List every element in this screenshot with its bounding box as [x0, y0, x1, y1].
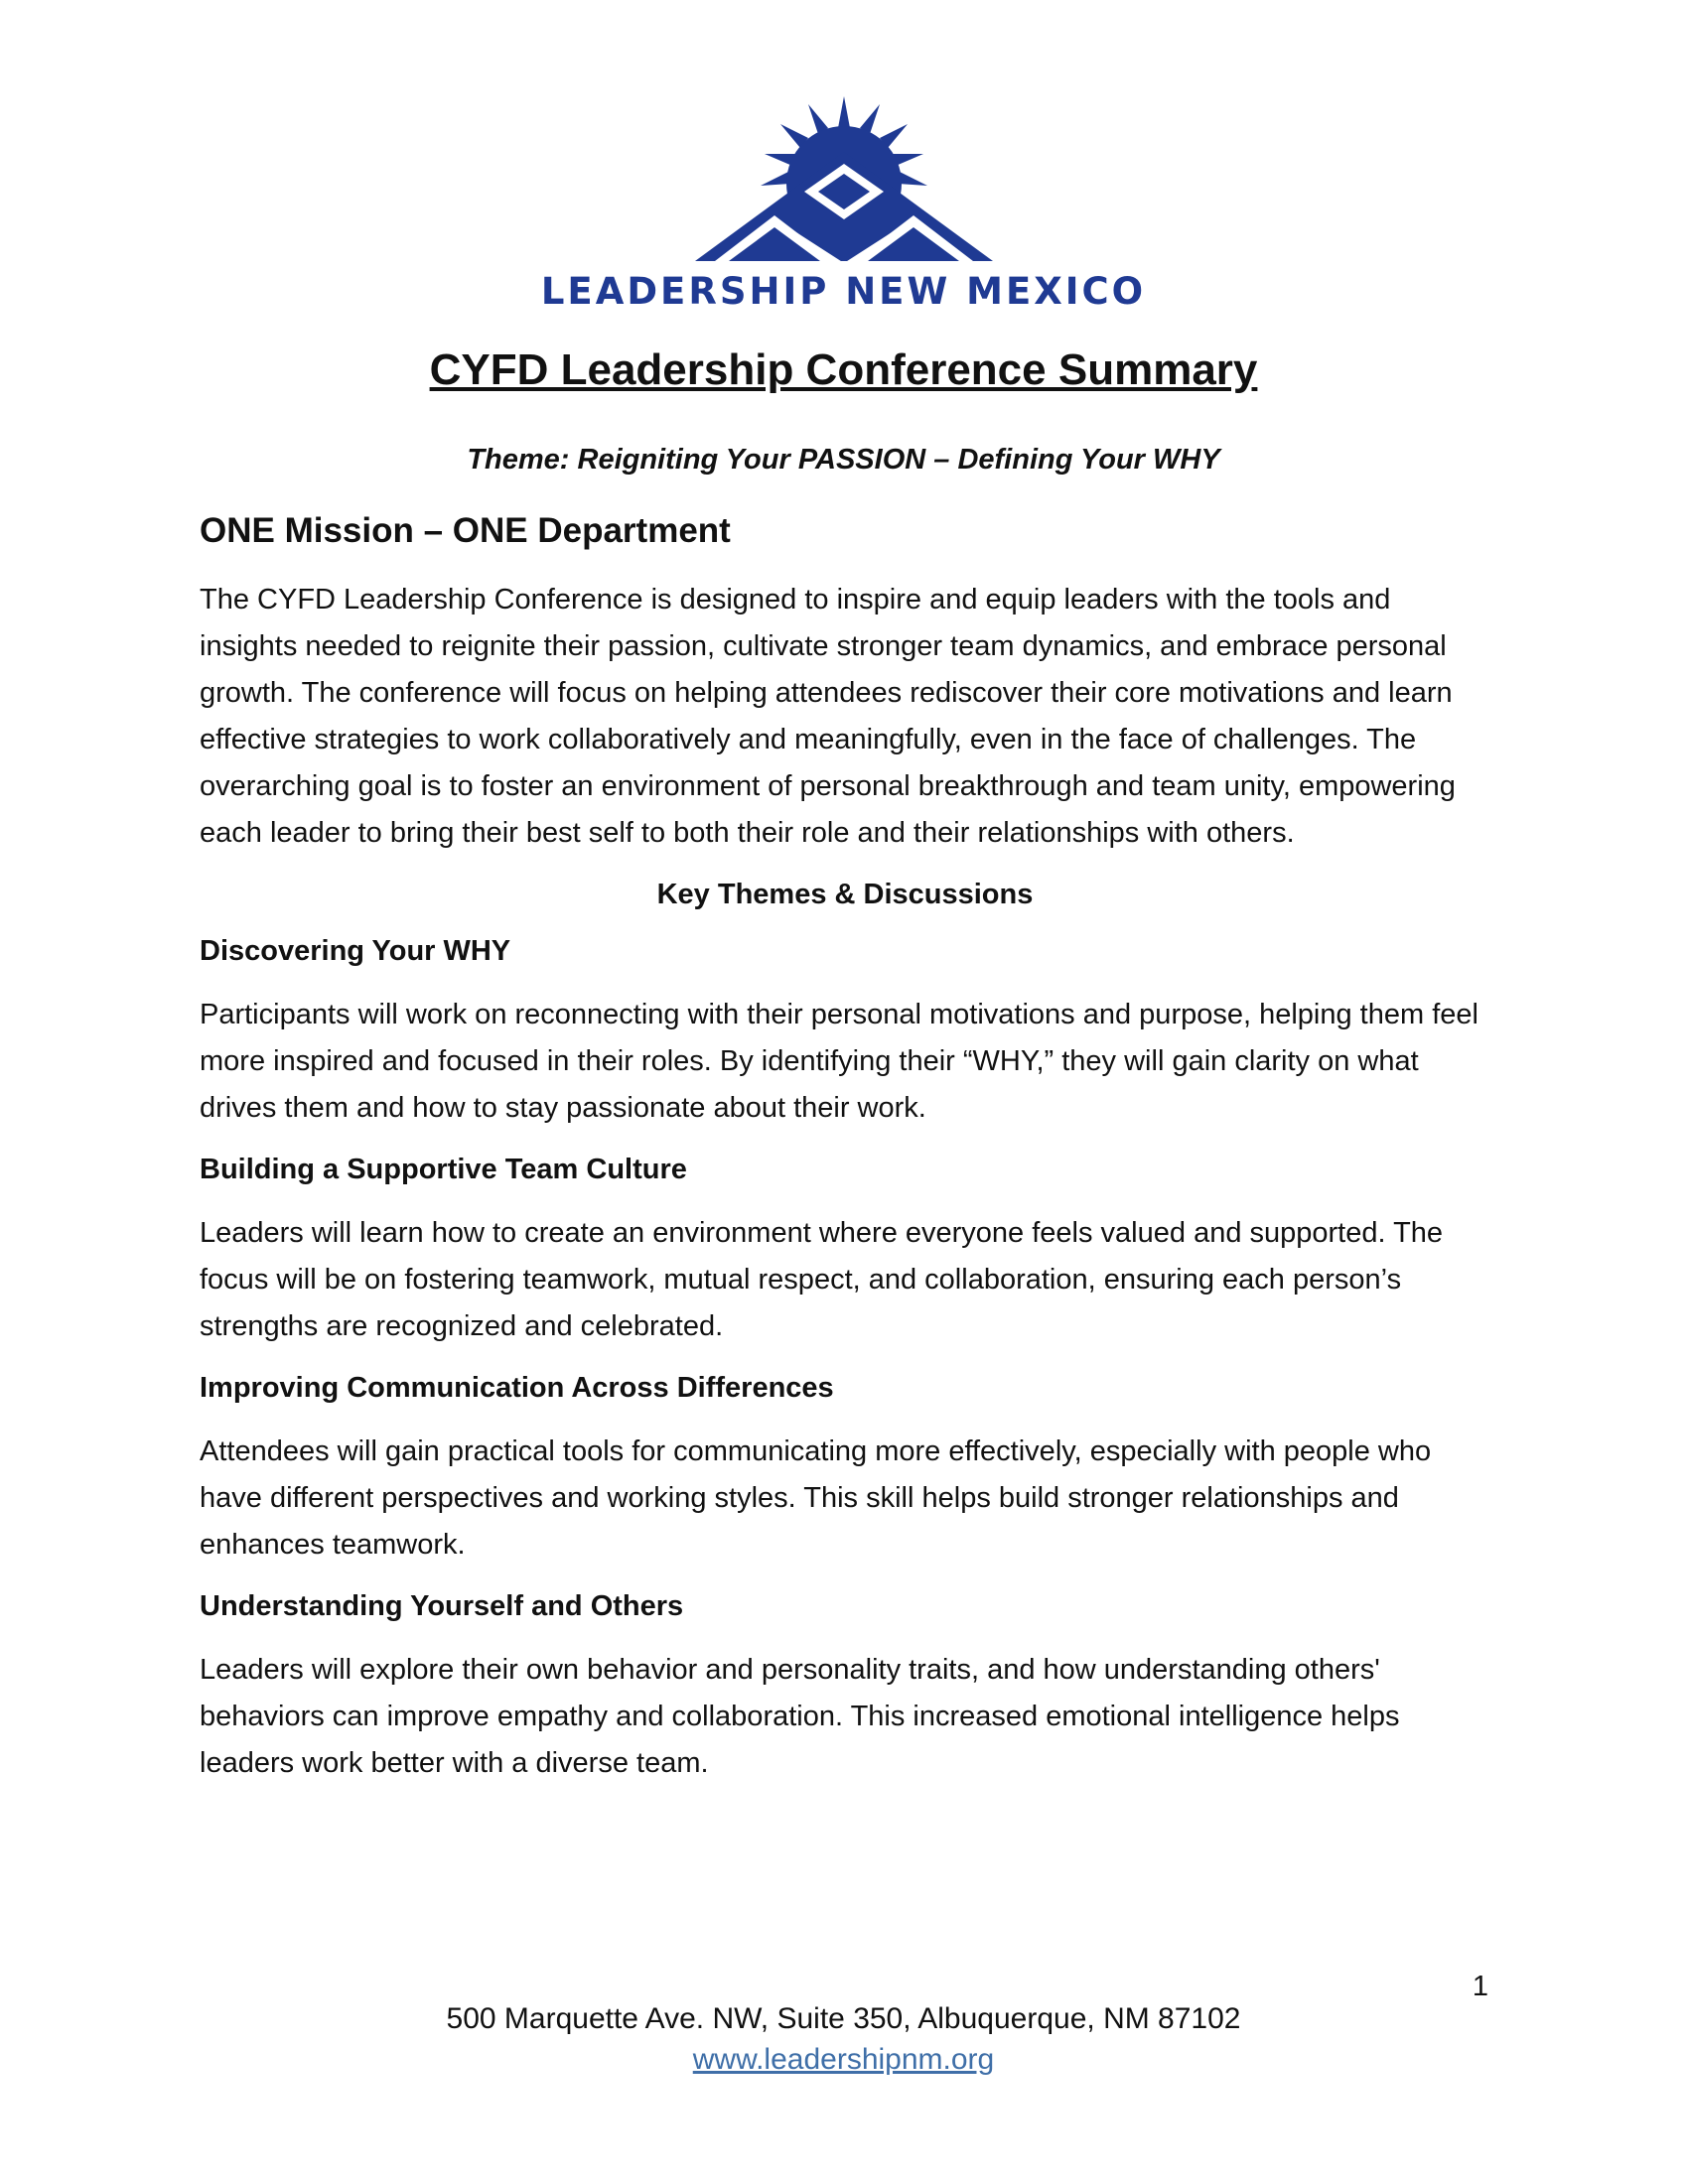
section-team-culture	[200, 1154, 1490, 1350]
sun-mountain-logo-icon	[685, 94, 1003, 268]
key-themes-heading: Key Themes & Discussions	[656, 879, 1034, 910]
section-discovering-why	[200, 935, 1490, 1132]
section-body: Leaders will learn how to create an environment where everyone feels valued and supported. The focus will be on fostering teamwork, mutual respect, and collaboration, ensuring each person’s strengths are recognized and celebrated.	[200, 1217, 1444, 1342]
document-body	[200, 511, 1490, 1809]
logo	[0, 94, 1687, 313]
section-body: Attendees will gain practical tools for communicating more effectively, especially with people who have different perspectives and working styles. This skill helps build stronger relationships and enhances teamwork.	[200, 1435, 1432, 1561]
footer-address: 500 Marquette Ave. NW, Suite 350, Albuquerque, NM 87102	[446, 2002, 1241, 2035]
conference-theme: Theme: Reigniting Your PASSION – Defining Your WHY	[467, 444, 1220, 476]
section-heading: Building a Supportive Team Culture	[200, 1154, 687, 1185]
document-title: CYFD Leadership Conference Summary	[429, 345, 1258, 394]
section-heading: Improving Communication Across Differences	[200, 1372, 834, 1404]
section-understanding	[200, 1590, 1490, 1787]
footer-website-link[interactable]: www.leadershipnm.org	[692, 2043, 995, 2076]
intro-paragraph: The CYFD Leadership Conference is designed to inspire and equip leaders with the tools and insights needed to reignite their passion, cultivate stronger team dynamics, and embrace personal growth. The conference will focus on helping attendees rediscover their core motivations and learn effective strategies to work collaboratively and meaningfully, even in the face of challenges. The overarching goal is to foster an environment of personal breakthrough and team unity, empowering each leader to bring their best self to both their role and their relationships with others.	[200, 584, 1456, 849]
logo-wordmark: LEADERSHIP NEW MEXICO	[540, 270, 1147, 313]
section-heading: Discovering Your WHY	[200, 935, 511, 967]
section-body: Leaders will explore their own behavior and personality traits, and how understanding others' behaviors can improve empathy and collaboration. This increased emotional intelligence helps leaders work better with a diverse team.	[200, 1654, 1400, 1779]
mission-heading: ONE Mission – ONE Department	[200, 511, 731, 550]
page-number: 1	[1472, 1971, 1488, 2002]
section-body: Participants will work on reconnecting with their personal motivations and purpose, helping them feel more inspired and focused in their roles. By identifying their “WHY,” they will gain clarity on what drives them and how to stay passionate about their work.	[200, 999, 1478, 1124]
section-heading: Understanding Yourself and Others	[200, 1590, 684, 1622]
section-communication	[200, 1372, 1490, 1569]
